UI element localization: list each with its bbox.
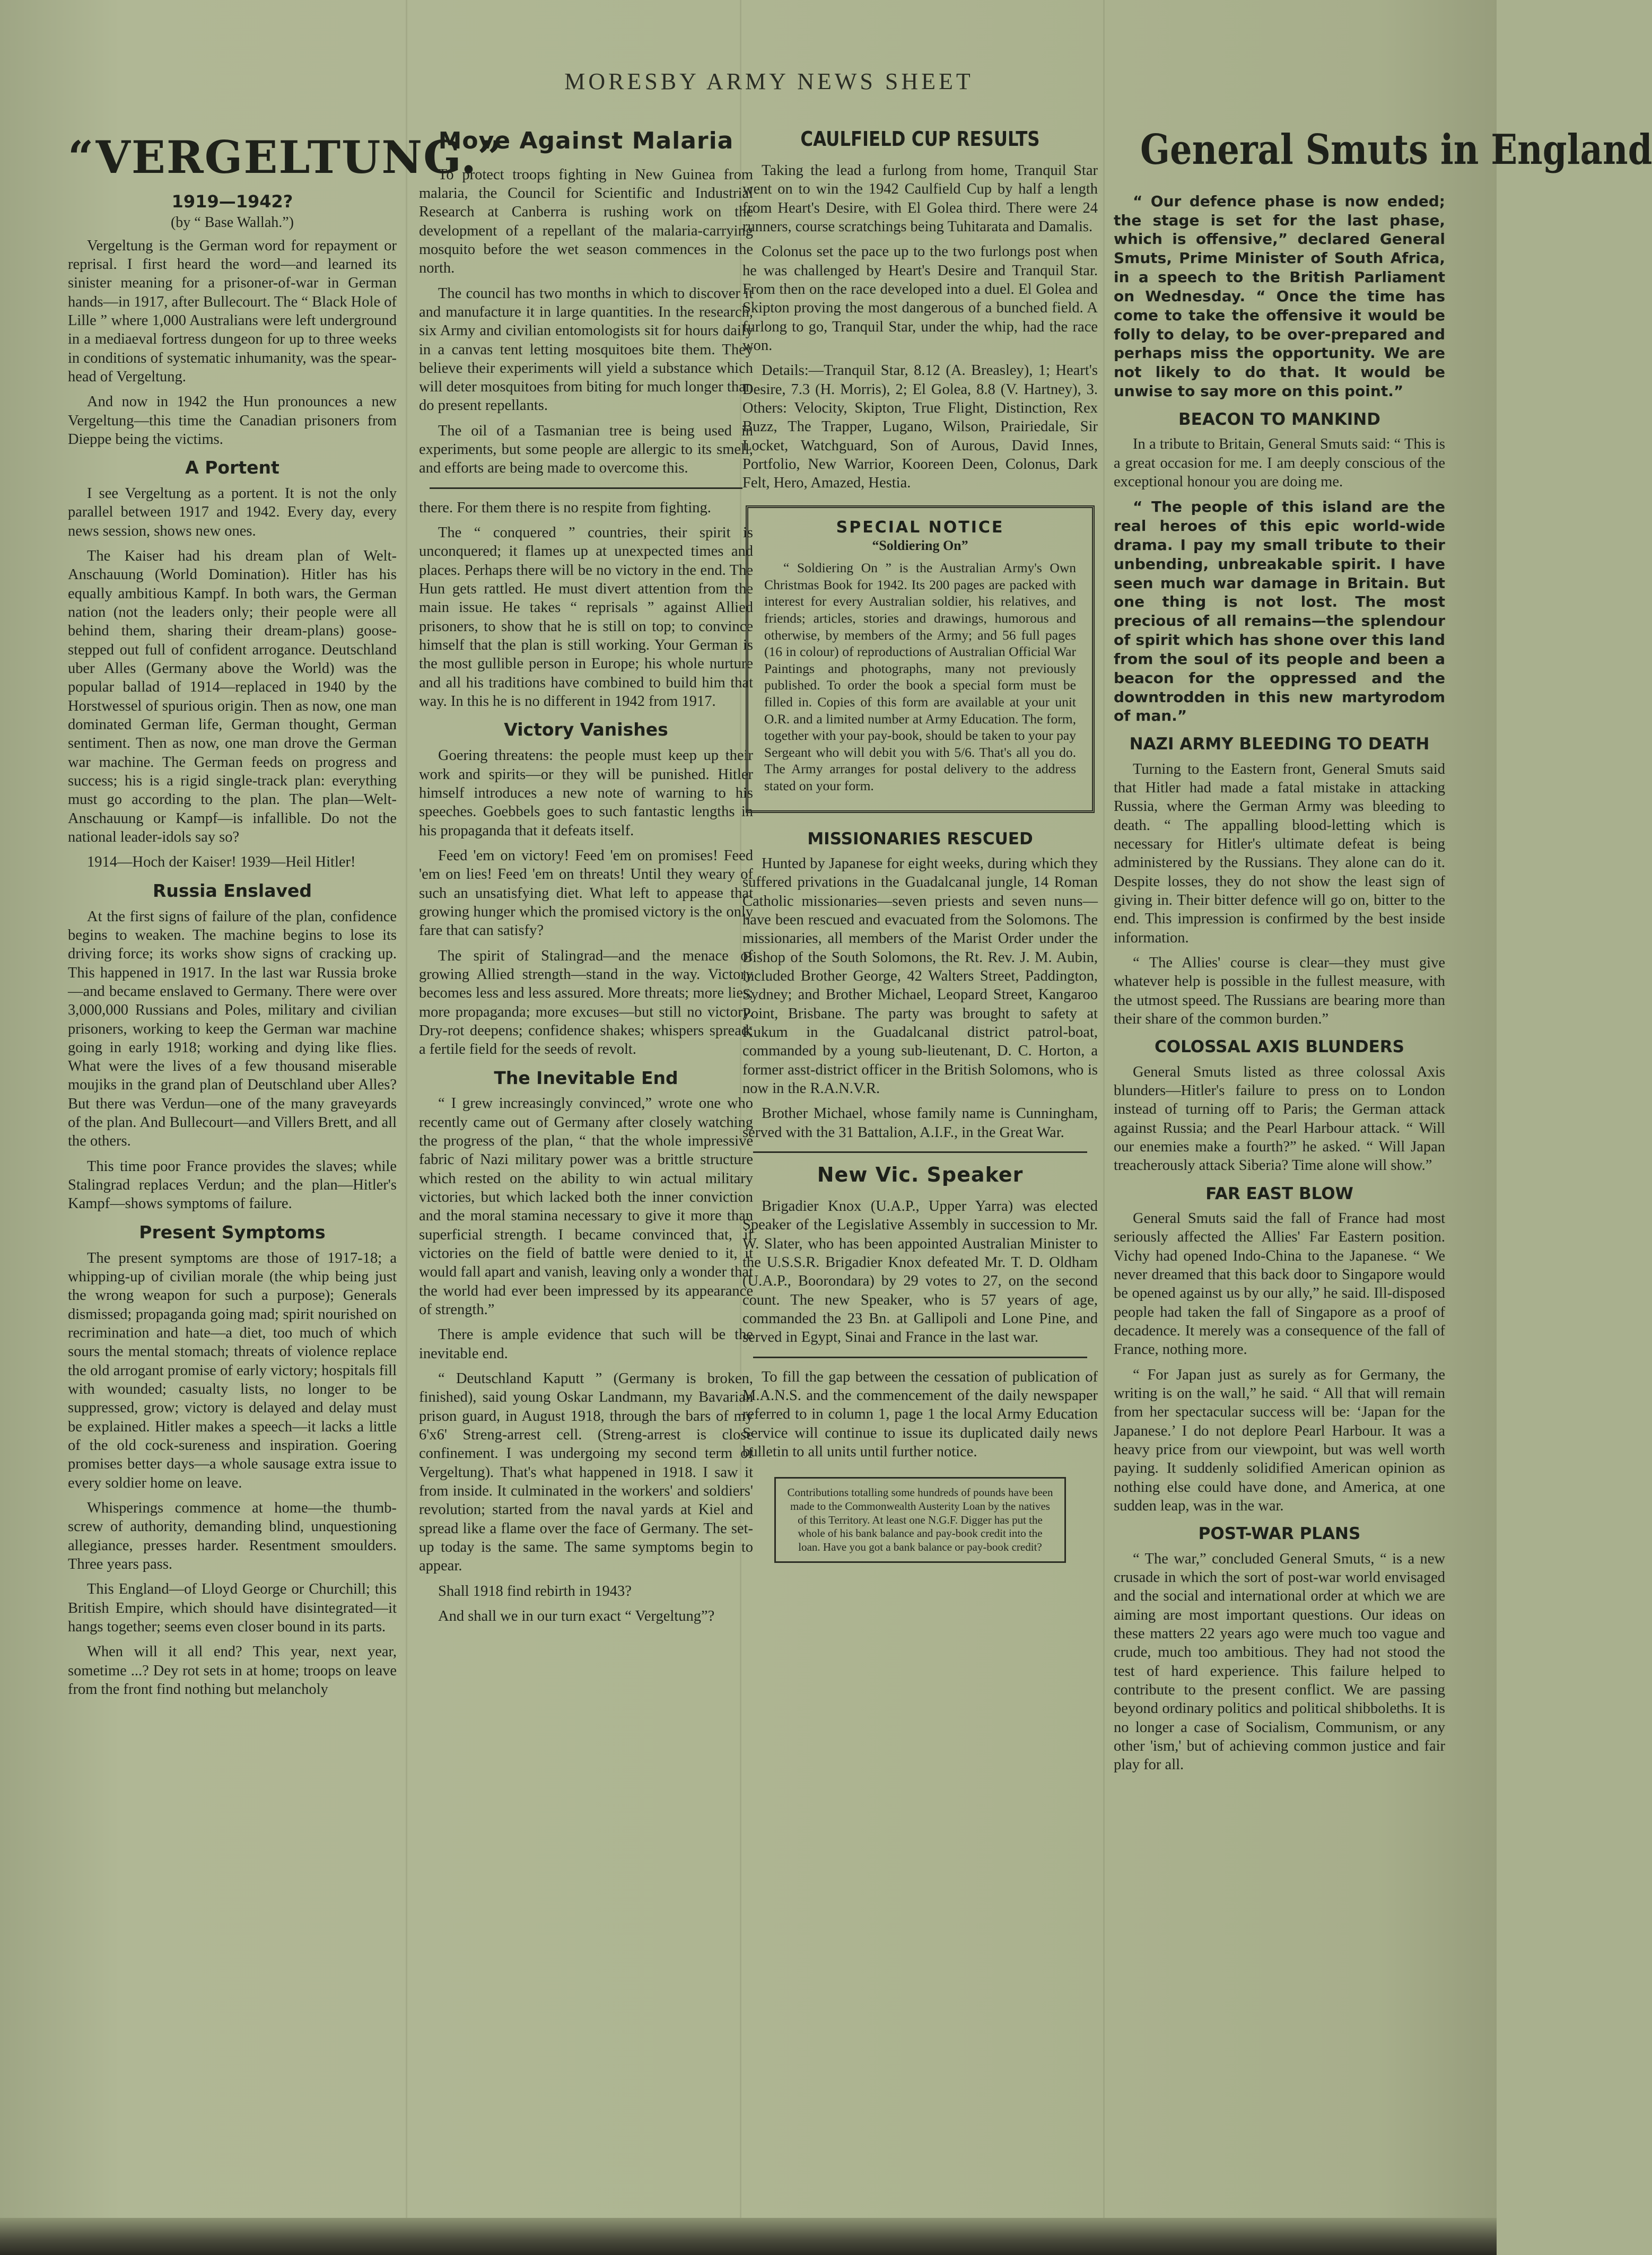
notice-body: “ Soldiering On ” is the Australian Army's Own Christmas Book for 1942. Its 200 pages are packed with interest for every Australian soldier, his relatives, and friends; articles, stories and drawings, humorous and otherwise, by members of the Army; and 56 full pages (16 in colour) of reproductions of Australian Official War Paintings and photographs, many not previously published. To order the book a special form must be filled in. Copies of this form are available at your unit O.R. and a limited number at Army Education. The form, together with your pay-book, should be taken to your pay Sergeant who will debit you with 5/6. That's all you do. The Army arranges for postal delivery to the address stated on your form. [764,560,1076,794]
page-edge-shadow [0,2218,1497,2255]
paragraph: Brother Michael, whose family name is Cunningham, served with the 31 Battalion, A.I.F., in the Great War. [742,1105,1098,1141]
paragraph: Colonus set the pace up to the two furlongs post when he was challenged by Heart's Desire and Tranquil Star. From then on the race developed into a duel. El Golea and Skipton proving the most dangerous of a bunched field. A furlong to go, Tranquil Star, under the whip, had the race won. [742,243,1098,354]
special-notice-box [746,505,1095,813]
paragraph: Hunted by Japanese for eight weeks, during which they suffered privations in the Guadalcanal jungle, 14 Roman Catholic missionaries—seven priests and seven nuns—have been rescued and evacuated from the Solomons. The missionaries, all members of the Marist Order under the Bishop of the South Solomons, the Rt. Rev. J. M. Aubin, included Brother George, 42 Walters Street, Paddington, Sydney; and Brother Michael, Leopard Street, Kangaroo Point, Brisbane. The party was brought to safety at Kukum in the Guadalcanal district patrol-boat, commanded by a young sub-lieutenant, D. C. Horton, a former asst-district officer in the British Solomons, who is now in the R.A.N.V.R. [742,855,1098,1097]
paragraph: “ The war,” concluded General Smuts, “ is a new crusade in which the sort of post-war world envisaged and the social and international order at which we are aiming are most important questions. Our ideas on these matters 22 years ago were much too vague and crude, much too ambitious. They had not stood the test of hard experience. This failure helped to contribute to the present conflict. We are passing beyond ordinary politics and political shibboleths. It is no longer a case of Socialism, Communism, or any other 'ism,' but of achieving common justice and fair play for all. [1114,1550,1445,1773]
paragraph: And now in 1942 the Hun pronounces a new Vergeltung—this time the Canadian prisoners from Dieppe being the victims. [68,394,397,448]
column-3 [742,125,1098,1563]
column-1 [68,125,504,1705]
column-4 [1114,125,1652,1781]
subheading-russia-enslaved: Russia Enslaved [152,880,312,901]
subheading-portent: A Portent [185,457,279,478]
divider-rule [753,1151,1087,1153]
paragraph: “ The Allies' course is clear—they must give whatever help is possible in the fullest measure, with the utmost speed. The Russians are bearing more than their share of the common burden.” [1114,954,1445,1027]
article-date: 1919—1942? [171,191,293,212]
headline-new-vic-speaker: New Vic. Speaker [817,1163,1024,1186]
paragraph: Shall 1918 find rebirth in 1943? [438,1583,632,1600]
paragraph: There is ample evidence that such will be the inevitable end. [419,1326,753,1362]
paragraph: The present symptoms are those of 1917-18; a whipping-up of civilian morale (the whip being just the wrong weapon for such a purpose); Generals dismissed; propaganda going mad; spirit nourished on recrimination and hate—a diet, too much of which sours the mental stomach; threats of violence replace the old arrogant promise of early victory; hospitals fill with wounded; casualty lists, no longer to be suppressed, grow; victory is delayed and delay must be explained. Hitler makes a speech—it lacks a little of the old cock-sureness and inspiration. Goering promises better days—a whole sausage extra issue to every soldier home on leave. [68,1249,397,1491]
byline: (by “ Base Wallah.”) [170,214,294,231]
column-2 [419,125,753,1632]
subheading-inevitable-end: The Inevitable End [494,1067,678,1088]
headline-vergeltung: “VERGELTUNG.” [68,131,504,183]
paragraph: And shall we in our turn exact “ Vergeltung”? [438,1608,715,1624]
paragraph: Feed 'em on victory! Feed 'em on promises! Feed 'em on lies! Feed 'em on threats! Until they weary of such an unsatisfying diet. What left to appease that growing hunger which the promised victory is the only fare that can satisfy? [419,847,753,939]
subheading-present-symptoms: Present Symptoms [139,1221,326,1243]
subheading-beacon-to-mankind: BEACON TO MANKIND [1178,409,1380,429]
paragraph: Vergeltung is the German word for repayment or reprisal. I first heard the word—and learned its sinister meaning for a prisoner-of-war in German hands—in 1917, after Bullecourt. The “ Black Hole of Lille ” where 1,000 Australians were left underground in a mediaeval fortress dungeon for up to three weeks in conditions of systematic inhumanity, was the spear-head of Vergeltung. [68,237,397,385]
divider-rule [753,1357,1087,1358]
column-divider [406,0,407,2255]
subheading-post-war-plans: POST-WAR PLANS [1198,1524,1361,1544]
paragraph: General Smuts said the fall of France had most seriously affected the Allies' Far Eastern position. Vichy had opened Indo-China to the Japanese. “ We never dreamed that this back door to Singapore would be opened against us by our ally,” he said. Ill-disposed people had taken the fall of Singapore as a proof of decadence. It merely was a consequence of the fall of France, nothing more. [1114,1210,1445,1358]
paragraph: This time poor France provides the slaves; while Stalingrad replaces Verdun; and the plan—Hitler's Kampf—shows symptoms of failure. [68,1158,397,1212]
austerity-loan-box: Contributions totalling some hundreds of pounds have been made to the Commonwealth Austerity Loan by the natives of this Territory. At least one N.G.F. Digger has put the whole of his bank balance and pay-book credit into the loan. Have you got a bank balance or pay-book credit? [774,1477,1066,1563]
paragraph: “ For Japan just as surely as for Germany, the writing is on the wall,” he said. “ All that will remain from her spectacular success will be: ‘Japan for the Japanese.’ I do not deplore Pearl Harbour. It was a heavy price from our viewpoint, but was well worth paying. It suddenly solidified American opinion as nothing else could have done, and America, at one sudden leap, was in the war. [1114,1366,1445,1514]
divider-rule [430,487,742,489]
paragraph: Taking the lead a furlong from home, Tranquil Star went on to win the 1942 Caulfield Cup by half a length from Heart's Desire, with El Golea third. There were 24 runners, course scratchings being Tuhitarata and Damalis. [742,162,1098,235]
paragraph: 1914—Hoch der Kaiser! 1939—Heil Hitler! [87,854,356,871]
paragraph: Details:—Tranquil Star, 8.12 (A. Breasley), 1; Heart's Desire, 7.3 (H. Morris), 2; El Golea, 8.8 (V. Hartney), 3. Others: Velocity, Skipton, True Flight, Distinction, Rex Buzz, The Trapper, Lugano, Wilson, Prairiedale, Sir Locket, Watchguard, Son of Aurous, David Innes, Portfolio, New Warrior, Kooreen Deen, Colonus, Dark Felt, Hero, Amazed, Hestia. [742,362,1098,492]
paragraph: “ I grew increasingly convinced,” wrote one who recently came out of Germany after closely watching the progress of the plan, “ that the whole impressive fabric of Nazi military power was a brittle structure which rested on the ability to win actual military victories, but which lacked both the inner conviction and the moral stamina necessary to give it more than superficial strength. I became convinced that, if victories on the field of battle were denied to it, it would fall apart and vanish, leaving only a wonder that the world had ever been impressed by its appearance of strength.” [419,1095,753,1318]
headline-smuts-in-england: General Smuts in England [1140,126,1652,174]
paragraph: Goering threatens: the people must keep up their work and spirits—or they will be punished. Hitler himself introduces a new note of warning to his speeches. Goebbels goes to such fantastic lengths in his propaganda that it defeats itself. [419,747,753,839]
paragraph: Brigadier Knox (U.A.P., Upper Yarra) was elected Speaker of the Legislative Assembly in succession to Mr. W. Slater, who has been appointed Australian Minister to the U.S.S.R. Brigadier Knox defeated Mr. T. D. Oldham (U.A.P., Boorondara) by 29 votes to 27, on the second count. The new Speaker, who is 57 years of age, commanded the 23 Bn. at Gallipoli and Lone Pine, and served in Egypt, Sinai and France in the last war. [742,1198,1098,1346]
paragraph: In a tribute to Britain, General Smuts said: “ This is a great occasion for me. I am deeply conscious of the exceptional honour you are doing me. [1114,436,1445,490]
subheading-missionaries-rescued: MISSIONARIES RESCUED [807,829,1033,849]
notice-title: SPECIAL NOTICE [836,518,1004,537]
column-divider [1103,0,1105,2255]
paragraph: “ The people of this island are the real heroes of this epic world-wide drama. I pay my small tribute to their unbending, unbreakable spirit. I have seen much war damage in Britain. But one thing is not lost. The most precious of all remains—the splendour of spirit which has shone over this land from the soul of its people and been a beacon for the oppressed and the downtrodden in this new martyrodom of man.” [1114,498,1445,725]
subheading-nazi-army-bleeding: NAZI ARMY BLEEDING TO DEATH [1129,735,1430,754]
subheading-victory-vanishes: Victory Vanishes [504,719,668,740]
paragraph: The “ conquered ” countries, their spirit is unconquered; it flames up at unexpected times and places. Perhaps there will be no victory in the end. The Hun gets rattled. He must divert attention from the main issue. He takes “ reprisals ” against Allied prisoners, to show that he is still on top; to convince himself that the plan is still working. Your German is the most gullible person in Europe; his whole nurture and all his traditions have combined to build him that way. In this he is no different in 1942 from 1917. [419,525,753,710]
paragraph: The Kaiser had his dream plan of Welt-Anschauung (World Domination). Hitler has his equally ambitious Kampf. In both wars, the German nation (not the leaders only; their people were all behind them, sharing their dream-plans) goose-stepped out full of confident arrogance. Deutschland uber Alles (Germany above the World) was the popular ballad of 1914—replaced in 1940 by the Horstwessel of spurious origin. Then as now, one man dominated German life, German thought, German sentiment. Then as now, one man drove the German war machine. The German feeds on progress and success; his is a rigid single-track plan: everything must go according to the plan. The plan—Welt-Anschauung or Kampf—is infallible. Do not the national leader-idols say so? [68,548,397,845]
paragraph: At the first signs of failure of the plan, confidence begins to weaken. The machine begins to lose its driving force; its works show signs of cracking up. This happened in 1917. In the last war Russia broke—and became enslaved to Germany. There were over 3,000,000 Russians and Poles, military and civilian prisoners, working to keep the German war machine going in early 1918; working and dying like flies. What were the lives of a few thousand miserable moujiks in the grand plan of Deutschland uber Alles? But there was Verdun—one of the many graveyards of the plan. And Bullecourt—and Villers Brett, and all the others. [68,908,397,1150]
subheading-colossal-axis-blunders: COLOSSAL AXIS BLUNDERS [1155,1037,1404,1057]
masthead: MORESBY ARMY NEWS SHEET [564,68,974,94]
paragraph: The oil of a Tasmanian tree is being used in experiments, but some people are allergic to its smell, and efforts are being made to overcome this. [419,422,753,477]
paragraph: When will it all end? This year, next year, sometime ...? Dey rot sets in at home; troops on leave from the front find nothing but melancholy [68,1644,397,1698]
paragraph: I see Vergeltung as a portent. It is not the only parallel between 1917 and 1942. Every day, every news session, shows new ones. [68,485,397,539]
paragraph: “ Our defence phase is now ended; the stage is set for the last phase, which is offensive,” declared General Smuts, Prime Minister of South Africa, in a speech to the British Parliament on Wednesday. “ Once the time has come to take the offensive it would be folly to delay, to be over-prepared and perhaps miss the opportunity. We are not likely to do that. It would be unwise to say more on this point.” [1114,192,1445,400]
subheading-far-east-blow: FAR EAST BLOW [1205,1184,1353,1203]
paragraph: General Smuts listed as three colossal Axis blunders—Hitler's failure to press on to London instead of turning off to Paris; the German attack against Russia; and the Pearl Harbour attack. “ Will our enemies make a fourth?” he asked. “ Will Japan treacherously attack Siberia? Time alone will show.” [1114,1063,1445,1174]
paragraph: To protect troops fighting in New Guinea from malaria, the Council for Scientific and Industrial Research at Canberra is rushing work on the development of a repellant of the malaria-carrying mosquito before the wet season commences in the north. [419,166,753,277]
headline-caulfield-cup: CAULFIELD CUP RESULTS [800,127,1040,151]
paragraph: Whisperings commence at home—the thumb-screw of authority, demanding blind, unquestioning allegiance, presses harder. Resentment smoulders. Three years pass. [68,1499,397,1572]
paragraph: The council has two months in which to discover it and manufacture it in large quantities. In the research, six Army and civilian entomologists sit for hours daily in a canvas tent letting mosquitoes bite them. They believe their experiments will yield a substance which will deter mosquitoes from biting for much longer than do present repellants. [419,285,753,414]
headline-malaria: Move Against Malaria [438,127,734,154]
paragraph: The spirit of Stalingrad—and the menace of growing Allied strength—stand in the way. Victory becomes less and less assured. More threats; more lies; more propaganda; more excuses—but still no victory. Dry-rot deepens; confidence shakes; whispers spread; a fertile field for the seeds of revolt. [419,947,753,1058]
paragraph: “ Deutschland Kaputt ” (Germany is broken, finished), said young Oskar Landmann, my Bavarian prison guard, in August 1918, through the bars of my 6'x6' Streng-arrest cell. (Streng-arrest is close confinement. I was undergoing my second term of Vergeltung). That's what happened in 1918. I saw it from inside. It culminated in the workers' and soldiers' revolution; started from the naval yards at Kiel and spread like a flame over the face of Germany. The set-up today is the same. The same symptoms begin to appear. [419,1370,753,1575]
paragraph: there. For them there is no respite from fighting. [419,499,711,516]
paragraph: Turning to the Eastern front, General Smuts said that Hitler had made a fatal mistake in attacking Russia, where the German Army was bleeding to death. “ The appalling blood-letting which is necessary for Hitler's ultimate defeat is being administered by the Russians. They alone can do it. Despite losses, they do not show the least sign of giving in. Their bitter defence will go on, bitter to the end. This impression is confirmed by the best inside information. [1114,761,1445,946]
paragraph: This England—of Lloyd George or Churchill; this British Empire, which should have disintegrated—it hangs together; seems even closer bound in its parts. [68,1581,397,1635]
notice-subtitle: “Soldiering On” [872,537,968,553]
paragraph: To fill the gap between the cessation of publication of M.A.N.S. and the commencement of the daily newspaper referred to in column 1, page 1 the local Army Education Service will continue to issue its duplicated daily news bulletin to all units until further notice. [742,1368,1098,1461]
